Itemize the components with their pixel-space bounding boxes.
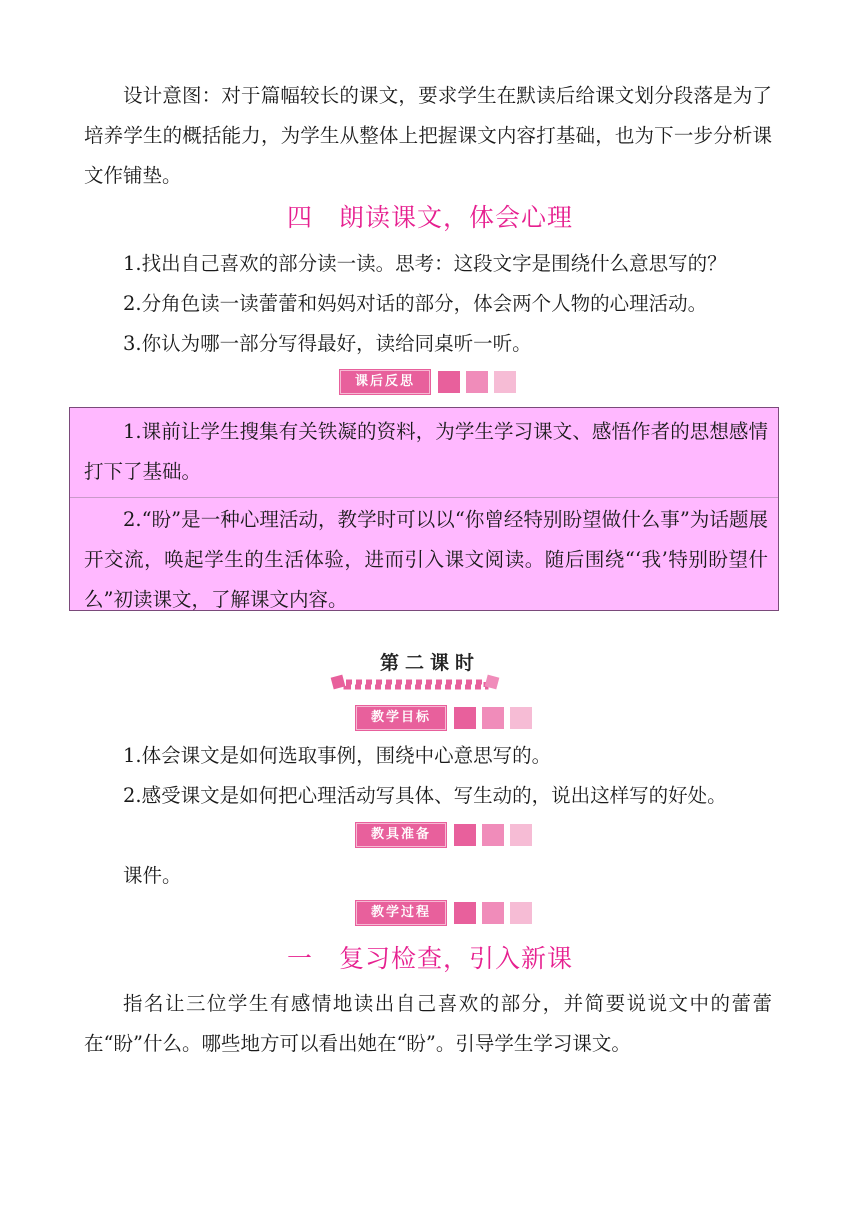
list-item: 2.分角色读一读蕾蕾和妈妈对话的部分，体会两个人物的心理活动。 [123,292,708,315]
decor-square [494,371,516,393]
section-heading-read-aloud: 四 朗读课文，体会心理 [286,203,573,232]
goals-badge-row [356,705,532,731]
prep-badge-row [356,822,532,848]
lesson-title: 第二课时 [379,652,480,674]
goal-item: 1.体会课文是如何选取事例，围绕中心意思写的。 [123,744,552,767]
section-heading-review: 一 复习检查，引入新课 [286,944,573,973]
decor-square [510,824,532,846]
divider [70,497,778,498]
list-item: 3.你认为哪一部分写得最好，读给同桌听一听。 [123,332,532,355]
decor-square [454,824,476,846]
decor-square [438,371,460,393]
goals-badge: 教学目标 [356,706,446,730]
decor-square [454,902,476,924]
reflection-item: 2.“盼”是一种心理活动，教学时可以以“你曾经特别盼望做什么事”为话题展开交流，唤起学生的生活体验，进而引入课文阅读。随后围绕“‘我’特别盼望什么”初读课文，了解课文内容。 [84,508,768,611]
decor-square [482,902,504,924]
prep-text: 课件。 [123,864,182,887]
decor-square [482,707,504,729]
prep-badge: 教具准备 [356,823,446,847]
reflection-box [69,407,779,611]
lesson-title-ornament [330,674,500,692]
review-paragraph: 指名让三位学生有感情地读出自己喜欢的部分，并简要说说文中的蕾蕾在“盼”什么。哪些地方可以看出她在“盼”。引导学生学习课文。 [84,992,772,1055]
goal-item: 2.感受课文是如何把心理活动写具体、写生动的，说出这样写的好处。 [123,784,727,807]
decor-square [510,902,532,924]
process-badge: 教学过程 [356,901,446,925]
reflection-item: 1.课前让学生搜集有关铁凝的资料，为学生学习课文、感悟作者的思想感情打下了基础。 [84,420,768,483]
reflection-badge-row [340,369,516,395]
reflection-badge: 课后反思 [340,370,430,394]
list-item: 1.找出自己喜欢的部分读一读。思考：这段文字是围绕什么意思写的？ [123,252,727,275]
decor-square [482,824,504,846]
decor-square [466,371,488,393]
process-badge-row [356,900,532,926]
decor-square [510,707,532,729]
design-intent-paragraph: 设计意图：对于篇幅较长的课文，要求学生在默读后给课文划分段落是为了培养学生的概括能力，为学生从整体上把握课文内容打基础，也为下一步分析课文作铺垫。 [84,84,772,187]
decor-square [454,707,476,729]
